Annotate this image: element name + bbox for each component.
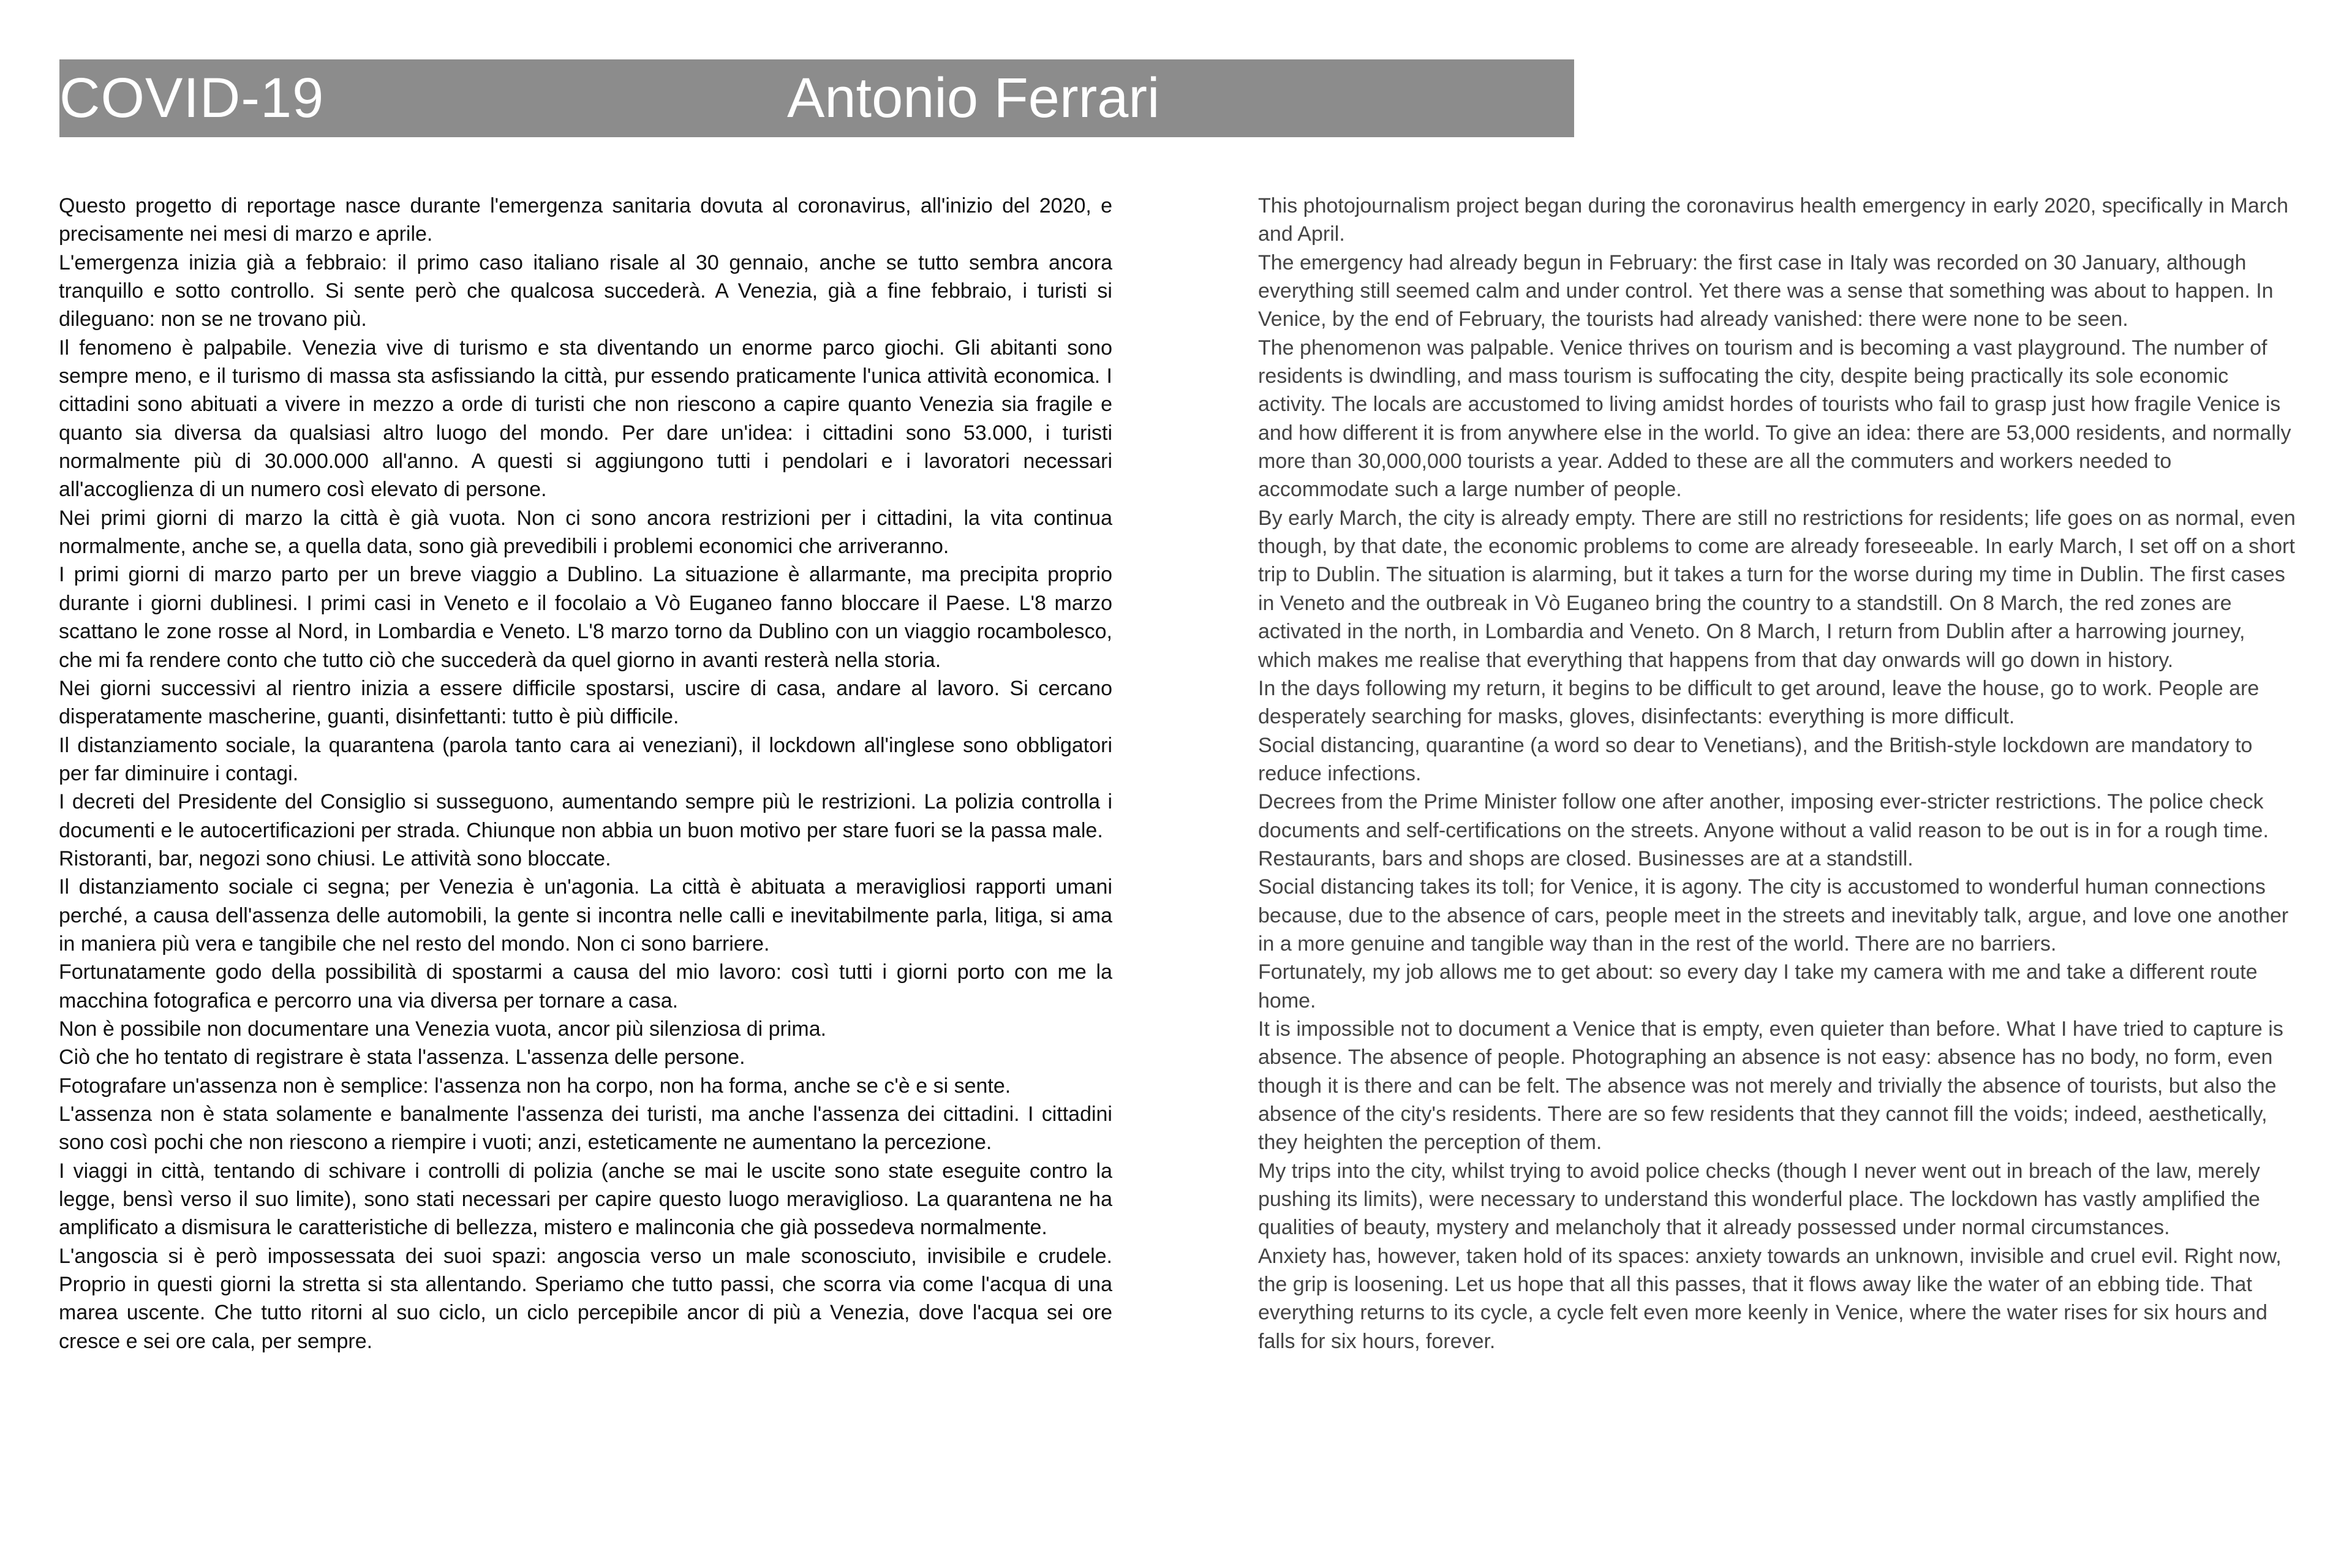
italian-paragraph-13: Ciò che ho tentato di registrare è stata l'assenza. L'assenza delle persone. <box>59 1046 745 1069</box>
english-paragraph-6: Social distancing, quarantine (a word so dear to Venetians), and the British-style lockdown are mandatory to reduce infections. <box>1258 733 2253 785</box>
italian-paragraph-17: L'angoscia si è però impossessata dei suoi spazi: angoscia verso un male sconosciuto, invisibile e crudele. Proprio in questi giorni la stretta si sta allentando. Speriamo che tutto passi, che scorra via come l'acqua di una marea uscente. Che tutto ritorni al suo ciclo, un ciclo percepibile ancor di più a Venezia, dove l'acqua sei ore cresce e sei ore cala, per sempre. <box>59 1244 1112 1353</box>
english-paragraph-8: Restaurants, bars and shops are closed. Businesses are at a standstill. <box>1258 846 1913 870</box>
english-paragraph-13: Anxiety has, however, taken hold of its spaces: anxiety towards an unknown, invisible and cruel evil. Right now, the grip is loosening. Let us hope that all this passes, that it flows away like the water of an ebbing tide. That everything returns to its cycle, a cycle felt even more keenly in Venice, where the water rises for six hours and falls for six hours, forever. <box>1258 1244 2282 1353</box>
english-paragraph-7: Decrees from the Prime Minister follow one after another, imposing ever-stricter restrictions. The police check documents and self-certifications on the streets. Anyone without a valid reason to be out is in for a rough time. <box>1258 790 2269 842</box>
english-paragraph-2: The emergency had already begun in February: the first case in Italy was recorded on 30 January, although everything still seemed calm and under control. Yet there was a sense that something was about to happen. In Venice, by the end of February, the tourists had already vanished: there were none to be seen. <box>1258 251 2274 331</box>
italian-paragraph-8: I decreti del Presidente del Consiglio si susseguono, aumentando sempre più le restrizioni. La polizia controlla i documenti e le autocertificazioni per strada. Chiunque non abbia un buon motivo per stare fuori se la passa male. <box>59 790 1112 842</box>
english-paragraph-9: Social distancing takes its toll; for Venice, it is agony. The city is accustomed to wonderful human connections because, due to the absence of cars, people meet in the streets and inevitably talk, argue, and love one another in a more genuine and tangible way than in the rest of the world. There are no barriers. <box>1258 875 2289 956</box>
italian-paragraph-16: I viaggi in città, tentando di schivare i controlli di polizia (anche se mai le uscite sono state eseguite contro la legge, bensì verso il suo limite), sono stati necessari per capire questo luogo meraviglioso. La quarantena ne ha amplificato a dismisura le caratteristiche di bellezza, mistero e malinconia che già possedeva normalmente. <box>59 1159 1112 1240</box>
english-paragraph-11: It is impossible not to document a Venice that is empty, even quieter than before. What I have tried to capture is absence. The absence of people. Photographing an absence is not easy: absence has no body, no form, even though it is there and can be felt. The absence was not merely and trivially the absence of tourists, but also the absence of the city's residents. There are so few residents that they cannot fill the voids; indeed, aesthetically, they heighten the perception of them. <box>1258 1017 2283 1155</box>
italian-paragraph-1: Questo progetto di reportage nasce durante l'emergenza sanitaria dovuta al coronavirus, all'inizio del 2020, e precisamente nei mesi di marzo e aprile. <box>59 194 1112 246</box>
english-paragraph-1: This photojournalism project began during the coronavirus health emergency in early 2020, specifically in March and April. <box>1258 194 2289 246</box>
italian-paragraph-7: Il distanziamento sociale, la quarantena (parola tanto cara ai veneziani), il lockdown all'inglese sono obbligatori per far diminuire i contagi. <box>59 733 1112 785</box>
italian-paragraph-12: Non è possibile non documentare una Venezia vuota, ancor più silenziosa di prima. <box>59 1017 827 1041</box>
italian-paragraph-15: L'assenza non è stata solamente e banalmente l'assenza dei turisti, ma anche l'assenza dei cittadini. I cittadini sono così pochi che non riescono a riempire i vuoti; anzi, esteticamente ne aumentano la percezione. <box>59 1102 1112 1155</box>
italian-paragraph-3: Il fenomeno è palpabile. Venezia vive di turismo e sta diventando un enorme parco giochi. Gli abitanti sono sempre meno, e il turismo di massa sta asfissiando la città, pur essendo praticamente l'unica attività economica. I cittadini sono abituati a vivere in mezzo a orde di turisti che non riescono a capire quanto Venezia sia fragile e quanto sia diversa da qualsiasi altro luogo del mondo. Per dare un'idea: i cittadini sono 53.000, i turisti normalmente più di 30.000.000 all'anno. A questi si aggiungono tutti i pendolari e i lavoratori necessari all'accoglienza di un numero così elevato di persone. <box>59 336 1112 502</box>
header-author-name: Antonio Ferrari <box>787 67 1160 129</box>
english-paragraph-12: My trips into the city, whilst trying to avoid police checks (though I never went out in breach of the law, merely pushing its limits), were necessary to understand this wonderful place. The lockdown has vastly amplified the qualities of beauty, mystery and melancholy that it already possessed under normal circumstances. <box>1258 1159 2260 1240</box>
italian-paragraph-5: I primi giorni di marzo parto per un breve viaggio a Dublino. La situazione è allarmante, ma precipita proprio durante i giorni dublinesi. I primi casi in Veneto e il focolaio a Vò Euganeo fanno bloccare il Paese. L'8 marzo scattano le zone rosse al Nord, in Lombardia e Veneto. L'8 marzo torno da Dublino con un viaggio rocambolesco, che mi fa rendere conto che tutto ciò che succederà da quel giorno in avanti resterà nella storia. <box>59 563 1112 672</box>
header-title-covid: COVID-19 <box>59 67 325 129</box>
english-paragraph-10: Fortunately, my job allows me to get about: so every day I take my camera with me and take a different route home. <box>1258 960 2258 1012</box>
italian-paragraph-9: Ristoranti, bar, negozi sono chiusi. Le attività sono bloccate. <box>59 846 611 870</box>
italian-paragraph-6: Nei giorni successivi al rientro inizia a essere difficile spostarsi, uscire di casa, andare al lavoro. Si cercano disperatamente mascherine, guanti, disinfettanti: tutto è più difficile. <box>59 676 1112 729</box>
italian-paragraph-11: Fortunatamente godo della possibilità di spostarmi a causa del mio lavoro: così tutti i giorni porto con me la macchina fotografica e percorro una via diversa per tornare a casa. <box>59 960 1112 1012</box>
italian-paragraph-14: Fotografare un'assenza non è semplice: l'assenza non ha corpo, non ha forma, anche se c'è e si sente. <box>59 1074 1011 1098</box>
english-text-column <box>1258 192 2299 1355</box>
english-paragraph-3: The phenomenon was palpable. Venice thrives on tourism and is becoming a vast playground. The number of residents is dwindling, and mass tourism is suffocating the city, despite being practically its sole economic activity. The locals are accustomed to living amidst hordes of tourists who fail to grasp just how fragile Venice is and how different it is from anywhere else in the world. To give an idea: there are 53,000 residents, and normally more than 30,000,000 tourists a year. Added to these are all the commuters and workers needed to accommodate such a large number of people. <box>1258 336 2291 502</box>
italian-paragraph-10: Il distanziamento sociale ci segna; per Venezia è un'agonia. La città è abituata a meravigliosi rapporti umani perché, a causa dell'assenza delle automobili, la gente si incontra nelle calli e inevitabilmente parla, litiga, si ama in maniera più vera e tangibile che nel resto del mondo. Non ci sono barriere. <box>59 875 1112 956</box>
english-paragraph-4: By early March, the city is already empty. There are still no restrictions for residents; life goes on as normal, even though, by that date, the economic problems to come are already foreseeable. In early March, I set off on a short trip to Dublin. The situation is alarming, but it takes a turn for the worse during my time in Dublin. The first cases in Veneto and the outbreak in Vò Euganeo bring the country to a standstill. On 8 March, the red zones are activated in the north, in Lombardia and Veneto. On 8 March, I return from Dublin after a harrowing journey, which makes me realise that everything that happens from that day onwards will go down in history. <box>1258 506 2296 672</box>
english-paragraph-5: In the days following my return, it begins to be difficult to get around, leave the house, go to work. People are desperately searching for masks, gloves, disinfectants: everything is more difficult. <box>1258 676 2260 729</box>
italian-paragraph-2: L'emergenza inizia già a febbraio: il primo caso italiano risale al 30 gennaio, anche se tutto sembra ancora tranquillo e sotto controllo. Si sente però che qualcosa succederà. A Venezia, già a fine febbraio, i turisti si dileguano: non se ne trovano più. <box>59 251 1112 331</box>
italian-paragraph-4: Nei primi giorni di marzo la città è già vuota. Non ci sono ancora restrizioni per i cittadini, la vita continua normalmente, anche se, a quella data, sono già prevedibili i problemi economici che arriveranno. <box>59 506 1112 559</box>
header-bar <box>59 59 1574 137</box>
italian-text-column <box>59 192 1112 1355</box>
